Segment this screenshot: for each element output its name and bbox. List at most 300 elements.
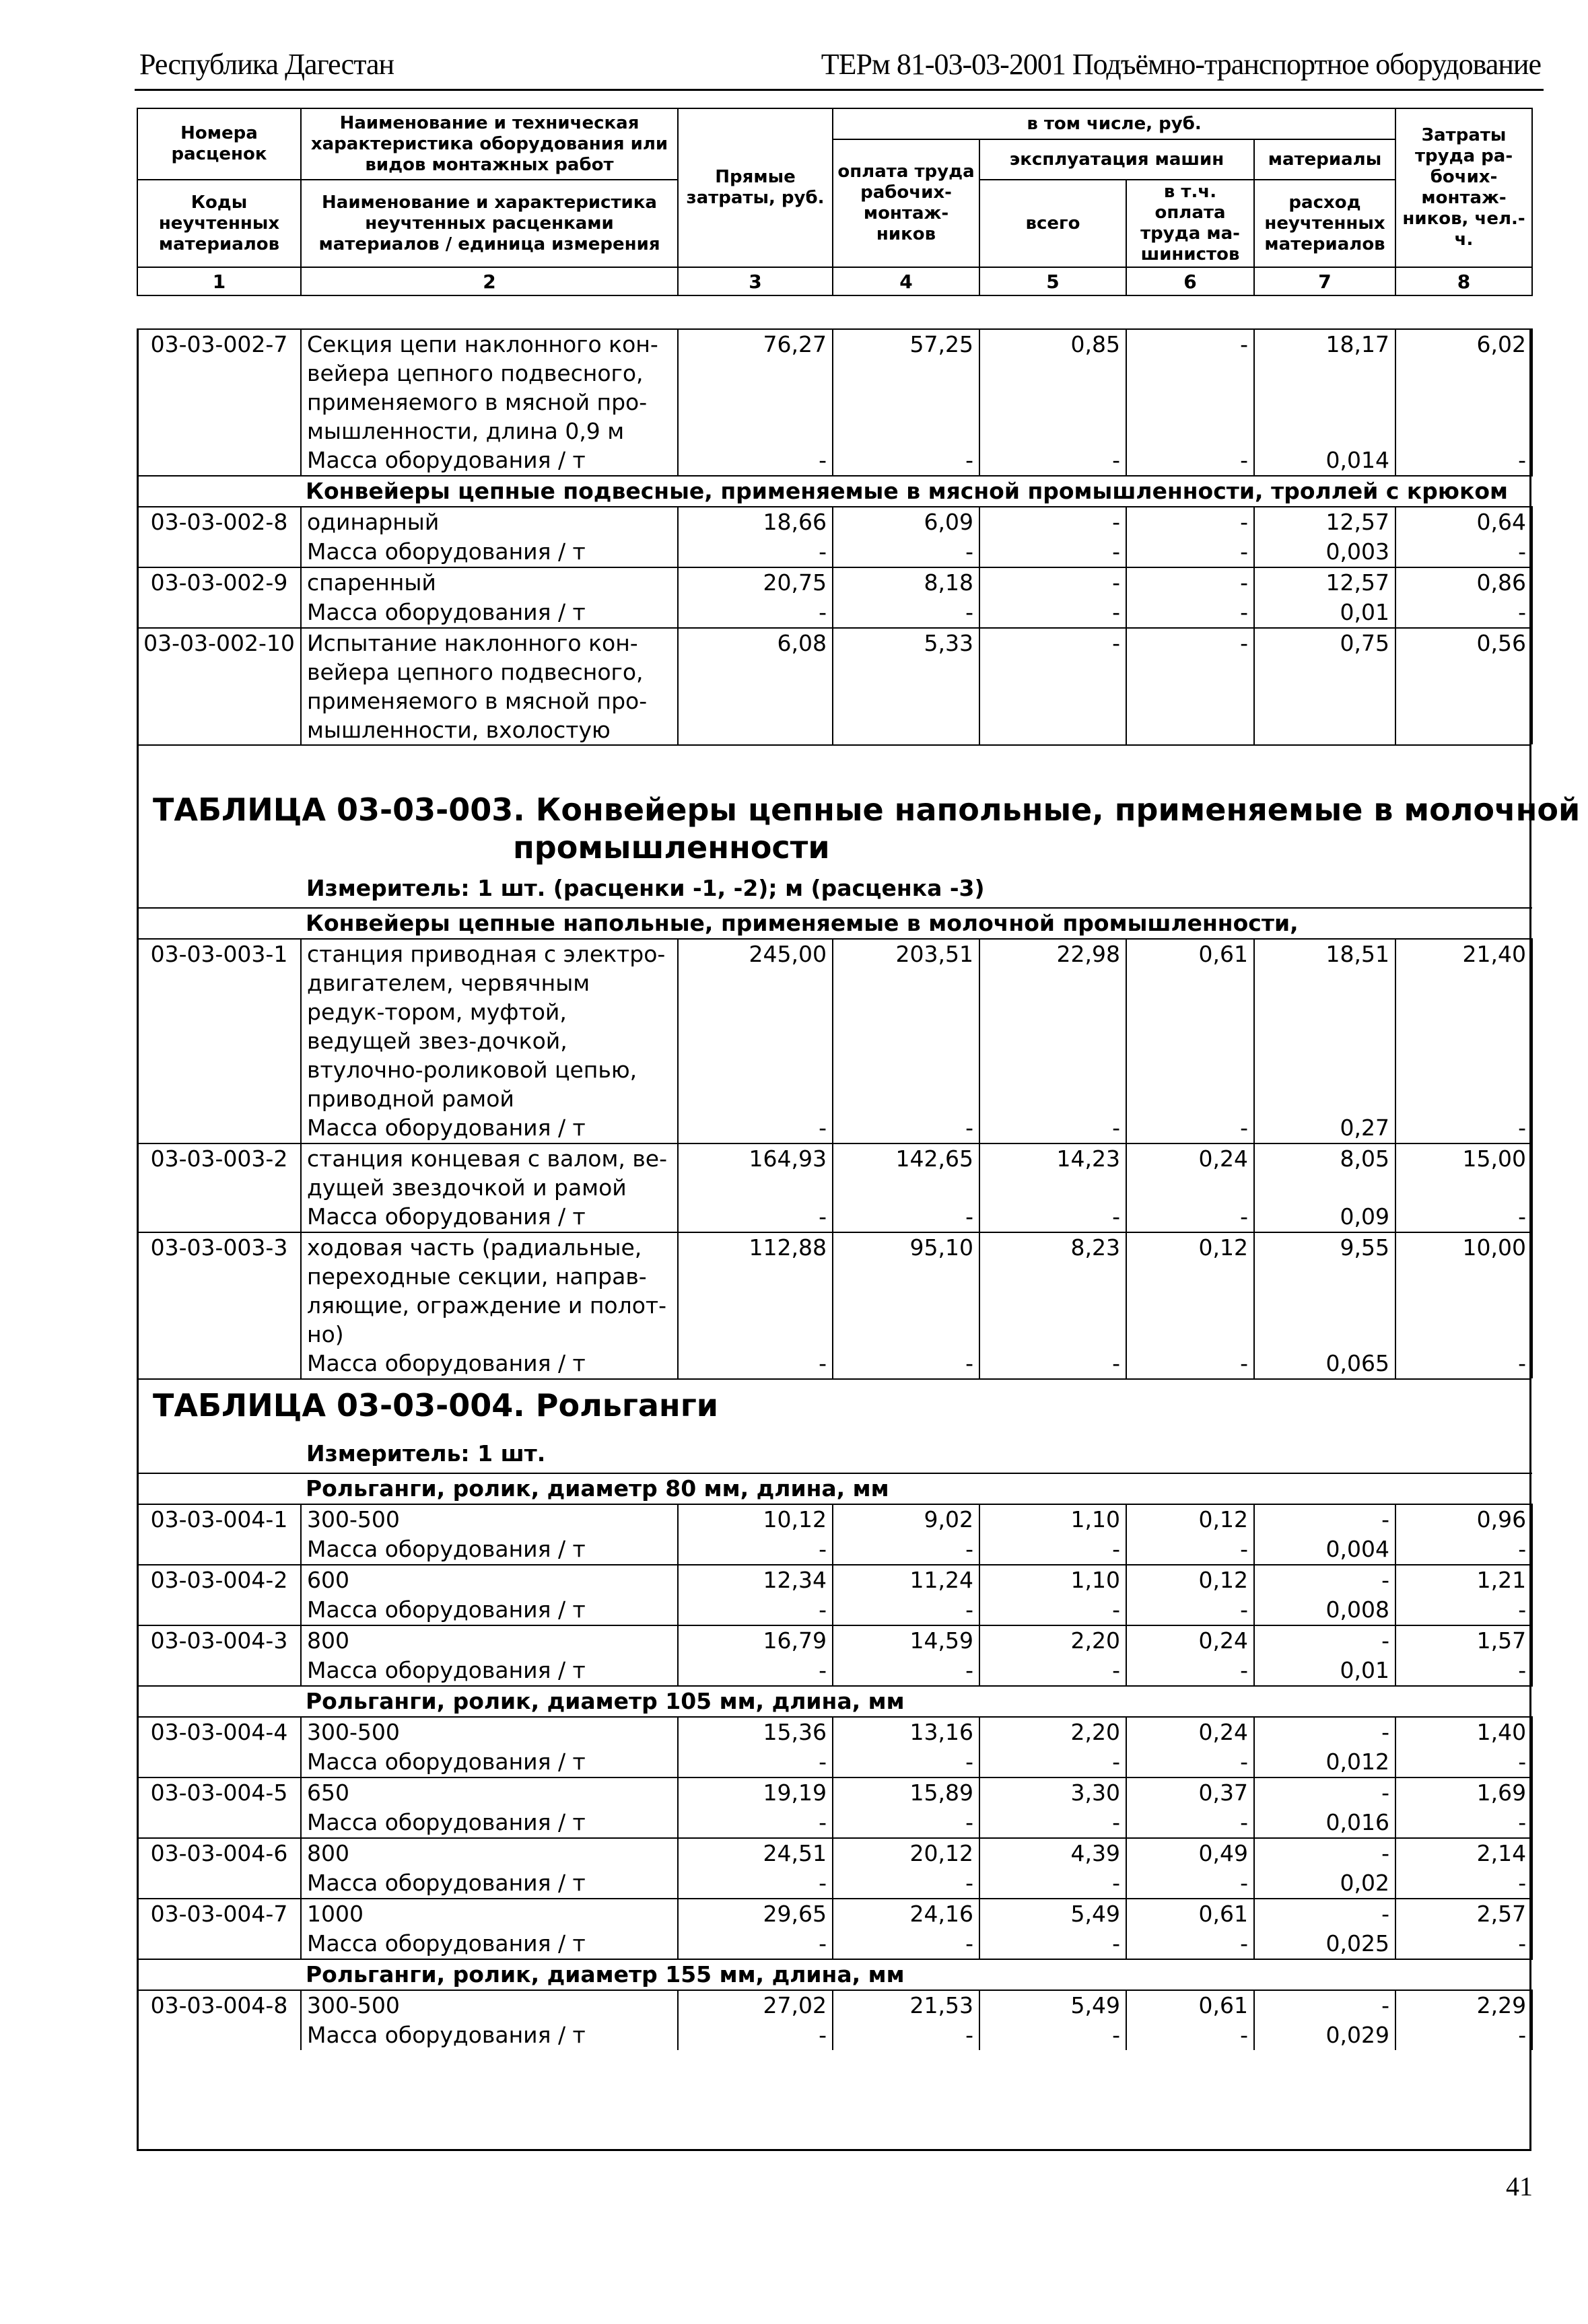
value-labor-hours: 2,29	[1395, 1990, 1532, 2020]
value-direct-costs: -	[678, 1595, 833, 1625]
value-labor-hours: 10,00	[1395, 1232, 1532, 1349]
value-labor-hours: 6,02	[1395, 329, 1532, 446]
value-machines-total: -	[979, 1868, 1126, 1899]
value-labor-hours: 1,57	[1395, 1625, 1532, 1656]
value-worker-pay: 20,12	[833, 1838, 979, 1868]
rate-description: Масса оборудования / т	[301, 1656, 678, 1686]
value-machines-total: -	[979, 2020, 1126, 2050]
table-003-title-line1: ТАБЛИЦА 03-03-003. Конвейеры цепные напольные, применяемые в молочной	[153, 791, 1581, 828]
rate-code	[137, 1747, 301, 1777]
value-worker-pay: 14,59	[833, 1625, 979, 1656]
rate-code	[137, 1929, 301, 1959]
value-direct-costs: 245,00	[678, 939, 833, 1113]
value-labor-hours: -	[1395, 1202, 1532, 1232]
rate-code: 03-03-002-10	[137, 628, 301, 744]
value-labor-hours: -	[1395, 1868, 1532, 1899]
value-labor-hours: -	[1395, 1595, 1532, 1625]
value-machinist-pay: -	[1126, 1535, 1254, 1565]
rate-code: 03-03-004-7	[137, 1899, 301, 1929]
value-direct-costs: 112,88	[678, 1232, 833, 1349]
value-worker-pay: -	[833, 1349, 979, 1378]
value-machinist-pay: 0,61	[1126, 1899, 1254, 1929]
value-machinist-pay: -	[1126, 1656, 1254, 1686]
rate-code: 03-03-004-5	[137, 1777, 301, 1808]
value-machines-total: 1,10	[979, 1565, 1126, 1595]
mass-row	[137, 1595, 1532, 1625]
value-worker-pay: -	[833, 1656, 979, 1686]
header-rule	[135, 89, 1544, 91]
column-header-table	[137, 108, 1533, 296]
col-header-material-consumption: расход неучтенных материалов	[1254, 180, 1395, 267]
value-worker-pay: 11,24	[833, 1565, 979, 1595]
value-worker-pay: 8,18	[833, 567, 979, 598]
value-direct-costs: -	[678, 1202, 833, 1232]
value-materials: -	[1254, 1899, 1395, 1929]
rate-code: 03-03-003-2	[137, 1143, 301, 1202]
value-direct-costs: -	[678, 1747, 833, 1777]
value-labor-hours: -	[1395, 1113, 1532, 1143]
value-machines-total: -	[979, 1535, 1126, 1565]
col-header-machines: эксплуатация машин	[979, 139, 1254, 180]
value-materials: 18,51	[1254, 939, 1395, 1113]
value-machinist-pay: 0,24	[1126, 1143, 1254, 1202]
rate-code: 03-03-004-1	[137, 1504, 301, 1535]
rate-code: 03-03-004-6	[137, 1838, 301, 1868]
value-labor-hours: -	[1395, 598, 1532, 628]
value-worker-pay: 6,09	[833, 507, 979, 537]
value-labor-hours: 1,69	[1395, 1777, 1532, 1808]
value-labor-hours: -	[1395, 2020, 1532, 2050]
value-machinist-pay: -	[1126, 1595, 1254, 1625]
value-machinist-pay: 0,12	[1126, 1232, 1254, 1349]
mass-row	[137, 537, 1532, 567]
value-worker-pay: 9,02	[833, 1504, 979, 1535]
value-materials: 0,008	[1254, 1595, 1395, 1625]
value-machines-total: -	[979, 1202, 1126, 1232]
value-machines-total: -	[979, 1113, 1126, 1143]
value-labor-hours: -	[1395, 446, 1532, 476]
col-num: 5	[979, 267, 1126, 295]
value-direct-costs: -	[678, 1535, 833, 1565]
value-materials: -	[1254, 1565, 1395, 1595]
value-machinist-pay: -	[1126, 1349, 1254, 1378]
value-labor-hours: -	[1395, 1349, 1532, 1378]
value-materials: -	[1254, 1777, 1395, 1808]
col-header-worker-pay: оплата труда рабочих-монтаж-ников	[833, 139, 979, 267]
value-machines-total: -	[979, 567, 1126, 598]
value-labor-hours: -	[1395, 1656, 1532, 1686]
value-materials: 0,75	[1254, 628, 1395, 744]
value-machines-total: -	[979, 598, 1126, 628]
value-materials: 18,17	[1254, 329, 1395, 446]
frame-bottom	[137, 2149, 1531, 2151]
value-machinist-pay: -	[1126, 598, 1254, 628]
col-header-machines-total: всего	[979, 180, 1126, 267]
mass-row	[137, 1868, 1532, 1899]
value-worker-pay: -	[833, 1202, 979, 1232]
value-labor-hours: 1,21	[1395, 1565, 1532, 1595]
col-num: 1	[137, 267, 301, 295]
rate-description: Масса оборудования / т	[301, 1349, 678, 1378]
value-machines-total: -	[979, 1808, 1126, 1838]
value-direct-costs: 19,19	[678, 1777, 833, 1808]
value-materials: 8,05	[1254, 1143, 1395, 1202]
value-materials: 12,57	[1254, 507, 1395, 537]
value-direct-costs: 20,75	[678, 567, 833, 598]
rate-description: Масса оборудования / т	[301, 1808, 678, 1838]
value-machinist-pay: -	[1126, 1868, 1254, 1899]
mass-row	[137, 1535, 1532, 1565]
value-worker-pay: -	[833, 1868, 979, 1899]
value-machinist-pay: -	[1126, 507, 1254, 537]
value-labor-hours: 0,64	[1395, 507, 1532, 537]
rate-description: 600	[301, 1565, 678, 1595]
rate-description: 300-500	[301, 1504, 678, 1535]
value-machines-total: 0,85	[979, 329, 1126, 446]
value-machinist-pay: -	[1126, 1747, 1254, 1777]
rate-description: Масса оборудования / т	[301, 537, 678, 567]
value-materials: 0,014	[1254, 446, 1395, 476]
mass-row	[137, 1929, 1532, 1959]
group-heading-row	[137, 1959, 1532, 1990]
rate-code	[137, 1535, 301, 1565]
rate-row	[137, 1717, 1532, 1747]
rate-code	[137, 1595, 301, 1625]
rate-description: Масса оборудования / т	[301, 2020, 678, 2050]
value-machinist-pay: -	[1126, 446, 1254, 476]
rate-description: Секция цепи наклонного кон-вейера цепного подвесного, применяемого в мясной про-мышленности, длина 0,9 м	[301, 329, 678, 446]
page-number: 41	[1506, 2171, 1533, 2202]
value-machines-total: 14,23	[979, 1143, 1126, 1202]
value-machines-total: 3,30	[979, 1777, 1126, 1808]
col-header-materials: материалы	[1254, 139, 1395, 180]
value-materials: -	[1254, 1717, 1395, 1747]
rate-description: Масса оборудования / т	[301, 1535, 678, 1565]
value-worker-pay: 15,89	[833, 1777, 979, 1808]
col-header-name-characteristics: Наименование и техническая характеристика оборудования или видов монтажных работ	[301, 108, 678, 180]
col-num: 7	[1254, 267, 1395, 295]
table-004-measure: Измеритель: 1 шт.	[306, 1440, 546, 1467]
rate-code	[137, 1349, 301, 1378]
value-worker-pay: -	[833, 537, 979, 567]
value-machinist-pay: -	[1126, 1808, 1254, 1838]
value-direct-costs: 18,66	[678, 507, 833, 537]
value-machines-total: 2,20	[979, 1717, 1126, 1747]
rate-row	[137, 628, 1532, 744]
value-machinist-pay: 0,61	[1126, 939, 1254, 1113]
group-heading: Рольганги, ролик, диаметр 80 мм, длина, мм	[137, 1473, 1532, 1504]
rate-description: ходовая часть (радиальные, переходные секции, направ-ляющие, ограждение и полот-но)	[301, 1232, 678, 1349]
rate-code	[137, 1113, 301, 1143]
rate-description: Масса оборудования / т	[301, 1929, 678, 1959]
col-num: 3	[678, 267, 833, 295]
col-header-including: в том числе, руб.	[833, 108, 1395, 139]
value-machinist-pay: -	[1126, 329, 1254, 446]
rate-code: 03-03-004-2	[137, 1565, 301, 1595]
value-labor-hours: 21,40	[1395, 939, 1532, 1113]
rates-table	[137, 907, 1533, 1378]
value-worker-pay: -	[833, 1595, 979, 1625]
value-materials: -	[1254, 1504, 1395, 1535]
value-worker-pay: 95,10	[833, 1232, 979, 1349]
value-materials: 0,003	[1254, 537, 1395, 567]
rate-description: спаренный	[301, 567, 678, 598]
rate-row	[137, 1565, 1532, 1595]
value-labor-hours: 2,14	[1395, 1838, 1532, 1868]
rates-table	[137, 328, 1533, 744]
rate-description: 300-500	[301, 1717, 678, 1747]
value-direct-costs: 16,79	[678, 1625, 833, 1656]
rate-row	[137, 1777, 1532, 1808]
value-machinist-pay: -	[1126, 628, 1254, 744]
rate-code	[137, 1808, 301, 1838]
value-direct-costs: 10,12	[678, 1504, 833, 1535]
rate-code	[137, 598, 301, 628]
rate-description: Масса оборудования / т	[301, 1595, 678, 1625]
value-direct-costs: 76,27	[678, 329, 833, 446]
value-direct-costs: 164,93	[678, 1143, 833, 1202]
value-worker-pay: -	[833, 446, 979, 476]
rate-code: 03-03-004-8	[137, 1990, 301, 2020]
rate-description: Масса оборудования / т	[301, 1113, 678, 1143]
col-header-direct-costs: Прямые затраты, руб.	[678, 108, 833, 267]
rate-row	[137, 1143, 1532, 1202]
header-document-code: ТЕРм 81-03-03-2001 Подъёмно-транспортное оборудование	[821, 48, 1541, 81]
rate-code: 03-03-002-9	[137, 567, 301, 598]
rate-description: Масса оборудования / т	[301, 1202, 678, 1232]
table-002-section	[137, 328, 1531, 746]
value-worker-pay: -	[833, 1929, 979, 1959]
rate-description: Масса оборудования / т	[301, 1747, 678, 1777]
rate-row	[137, 1990, 1532, 2020]
column-numbers-row	[137, 267, 1532, 295]
value-machines-total: 5,49	[979, 1899, 1126, 1929]
value-direct-costs: -	[678, 537, 833, 567]
value-materials: 0,065	[1254, 1349, 1395, 1378]
value-machines-total: 5,49	[979, 1990, 1126, 2020]
group-heading-row	[137, 908, 1532, 939]
value-machines-total: 8,23	[979, 1232, 1126, 1349]
value-machinist-pay: -	[1126, 537, 1254, 567]
rates-table	[137, 1473, 1533, 2050]
col-num: 8	[1395, 267, 1532, 295]
value-machinist-pay: 0,61	[1126, 1990, 1254, 2020]
rate-row	[137, 939, 1532, 1113]
value-materials: 12,57	[1254, 567, 1395, 598]
group-heading: Конвейеры цепные напольные, применяемые в молочной промышленности,	[137, 908, 1532, 939]
rate-row	[137, 1625, 1532, 1656]
value-materials: 9,55	[1254, 1232, 1395, 1349]
value-materials: 0,09	[1254, 1202, 1395, 1232]
rate-description: Масса оборудования / т	[301, 598, 678, 628]
value-worker-pay: 21,53	[833, 1990, 979, 2020]
rate-row	[137, 1504, 1532, 1535]
rate-row	[137, 1838, 1532, 1868]
value-worker-pay: -	[833, 2020, 979, 2050]
rate-description: Испытание наклонного кон-вейера цепного подвесного, применяемого в мясной про-мышленности, вхолостую	[301, 628, 678, 744]
rate-description: станция концевая с валом, ве-дущей звездочкой и рамой	[301, 1143, 678, 1202]
rate-code	[137, 537, 301, 567]
value-labor-hours: 0,86	[1395, 567, 1532, 598]
section-rule	[137, 744, 1531, 746]
rate-row	[137, 329, 1532, 446]
value-machines-total: -	[979, 537, 1126, 567]
value-materials: 0,012	[1254, 1747, 1395, 1777]
value-worker-pay: 203,51	[833, 939, 979, 1113]
value-labor-hours: 0,96	[1395, 1504, 1532, 1535]
value-direct-costs: 27,02	[678, 1990, 833, 2020]
rate-description: станция приводная с электро-двигателем, червячным редук-тором, муфтой, ведущей звез-дочкой, втулочно-роликовой цепью, приводной рамой	[301, 939, 678, 1113]
value-direct-costs: -	[678, 1113, 833, 1143]
value-materials: 0,016	[1254, 1808, 1395, 1838]
rate-row	[137, 1899, 1532, 1929]
value-materials: -	[1254, 1838, 1395, 1868]
rate-row	[137, 1232, 1532, 1349]
rate-description: Масса оборудования / т	[301, 1868, 678, 1899]
rate-code: 03-03-004-3	[137, 1625, 301, 1656]
value-machines-total: 4,39	[979, 1838, 1126, 1868]
group-heading-row	[137, 1473, 1532, 1504]
value-machinist-pay: -	[1126, 1929, 1254, 1959]
rate-description: 300-500	[301, 1990, 678, 2020]
value-labor-hours: -	[1395, 1929, 1532, 1959]
group-heading: Рольганги, ролик, диаметр 105 мм, длина, мм	[137, 1686, 1532, 1717]
mass-row	[137, 598, 1532, 628]
col-num: 6	[1126, 267, 1254, 295]
value-labor-hours: 1,40	[1395, 1717, 1532, 1747]
group-heading: Рольганги, ролик, диаметр 155 мм, длина, мм	[137, 1959, 1532, 1990]
value-direct-costs: -	[678, 1868, 833, 1899]
value-materials: 0,27	[1254, 1113, 1395, 1143]
value-materials: -	[1254, 1625, 1395, 1656]
value-machines-total: -	[979, 1595, 1126, 1625]
value-machinist-pay: 0,24	[1126, 1717, 1254, 1747]
rate-description: 800	[301, 1838, 678, 1868]
rate-code	[137, 1656, 301, 1686]
value-direct-costs: 6,08	[678, 628, 833, 744]
table-004-section	[137, 1473, 1531, 2050]
value-worker-pay: 5,33	[833, 628, 979, 744]
value-machinist-pay: -	[1126, 1202, 1254, 1232]
rate-row	[137, 507, 1532, 537]
value-materials: 0,02	[1254, 1868, 1395, 1899]
col-header-machinist-pay: в т.ч. оплата труда ма-шинистов	[1126, 180, 1254, 267]
mass-row	[137, 2020, 1532, 2050]
value-direct-costs: -	[678, 446, 833, 476]
mass-row	[137, 1656, 1532, 1686]
rate-description: 1000	[301, 1899, 678, 1929]
col-header-labor-costs: Затраты труда ра-бочих-монтаж-ников, чел.-ч.	[1395, 108, 1532, 267]
value-worker-pay: -	[833, 1808, 979, 1838]
value-materials: -	[1254, 1990, 1395, 2020]
value-worker-pay: 24,16	[833, 1899, 979, 1929]
table-003-section	[137, 907, 1531, 1380]
group-heading: Конвейеры цепные подвесные, применяемые в мясной промышленности, троллей с крюком	[137, 476, 1532, 507]
value-labor-hours: 2,57	[1395, 1899, 1532, 1929]
value-materials: 0,029	[1254, 2020, 1395, 2050]
value-labor-hours: 15,00	[1395, 1143, 1532, 1202]
value-materials: 0,01	[1254, 1656, 1395, 1686]
col-header-material-names: Наименование и характеристика неучтенных расценками материалов / единица измерения	[301, 180, 678, 267]
value-worker-pay: 142,65	[833, 1143, 979, 1202]
value-direct-costs: -	[678, 1808, 833, 1838]
mass-row	[137, 1202, 1532, 1232]
value-machines-total: -	[979, 1349, 1126, 1378]
value-machinist-pay: 0,24	[1126, 1625, 1254, 1656]
value-machines-total: -	[979, 1747, 1126, 1777]
value-machinist-pay: 0,49	[1126, 1838, 1254, 1868]
rate-description: 800	[301, 1625, 678, 1656]
table-004-title: ТАБЛИЦА 03-03-004. Рольганги	[153, 1387, 718, 1423]
value-direct-costs: -	[678, 1349, 833, 1378]
mass-row	[137, 1747, 1532, 1777]
value-labor-hours: -	[1395, 1747, 1532, 1777]
rate-code: 03-03-004-4	[137, 1717, 301, 1747]
rate-code: 03-03-003-3	[137, 1232, 301, 1349]
mass-row	[137, 1349, 1532, 1378]
value-direct-costs: 12,34	[678, 1565, 833, 1595]
value-direct-costs: -	[678, 1656, 833, 1686]
value-labor-hours: -	[1395, 537, 1532, 567]
rate-row	[137, 567, 1532, 598]
col-header-material-codes: Коды неучтенных материалов	[137, 180, 301, 267]
rate-code: 03-03-002-8	[137, 507, 301, 537]
value-direct-costs: -	[678, 2020, 833, 2050]
value-labor-hours: -	[1395, 1808, 1532, 1838]
value-machinist-pay: 0,12	[1126, 1504, 1254, 1535]
value-machinist-pay: 0,37	[1126, 1777, 1254, 1808]
frame-left	[137, 328, 139, 2151]
value-labor-hours: -	[1395, 1535, 1532, 1565]
rate-code: 03-03-002-7	[137, 329, 301, 446]
value-machines-total: -	[979, 628, 1126, 744]
value-worker-pay: 13,16	[833, 1717, 979, 1747]
value-machines-total: -	[979, 507, 1126, 537]
col-num: 2	[301, 267, 678, 295]
value-materials: 0,01	[1254, 598, 1395, 628]
table-003-title	[153, 791, 1580, 866]
value-worker-pay: 57,25	[833, 329, 979, 446]
value-direct-costs: 15,36	[678, 1717, 833, 1747]
value-materials: 0,025	[1254, 1929, 1395, 1959]
value-direct-costs: -	[678, 1929, 833, 1959]
header-region: Республика Дагестан	[139, 48, 394, 81]
value-worker-pay: -	[833, 598, 979, 628]
value-direct-costs: -	[678, 598, 833, 628]
value-labor-hours: 0,56	[1395, 628, 1532, 744]
value-machinist-pay: -	[1126, 2020, 1254, 2050]
mass-row	[137, 1113, 1532, 1143]
table-003-title-line2: промышленности	[513, 829, 830, 866]
section-rule	[137, 1378, 1531, 1380]
value-machines-total: 1,10	[979, 1504, 1126, 1535]
rate-code	[137, 1868, 301, 1899]
value-machinist-pay: -	[1126, 567, 1254, 598]
value-machines-total: 22,98	[979, 939, 1126, 1113]
rate-description: Масса оборудования / т	[301, 446, 678, 476]
rate-code: 03-03-003-1	[137, 939, 301, 1113]
value-machines-total: -	[979, 446, 1126, 476]
mass-row	[137, 446, 1532, 476]
value-worker-pay: -	[833, 1747, 979, 1777]
value-materials: 0,004	[1254, 1535, 1395, 1565]
mass-row	[137, 1808, 1532, 1838]
group-heading-row	[137, 1686, 1532, 1717]
rate-code	[137, 2020, 301, 2050]
value-direct-costs: 29,65	[678, 1899, 833, 1929]
table-003-measure: Измеритель: 1 шт. (расценки -1, -2); м (расценка -3)	[306, 875, 985, 901]
value-direct-costs: 24,51	[678, 1838, 833, 1868]
